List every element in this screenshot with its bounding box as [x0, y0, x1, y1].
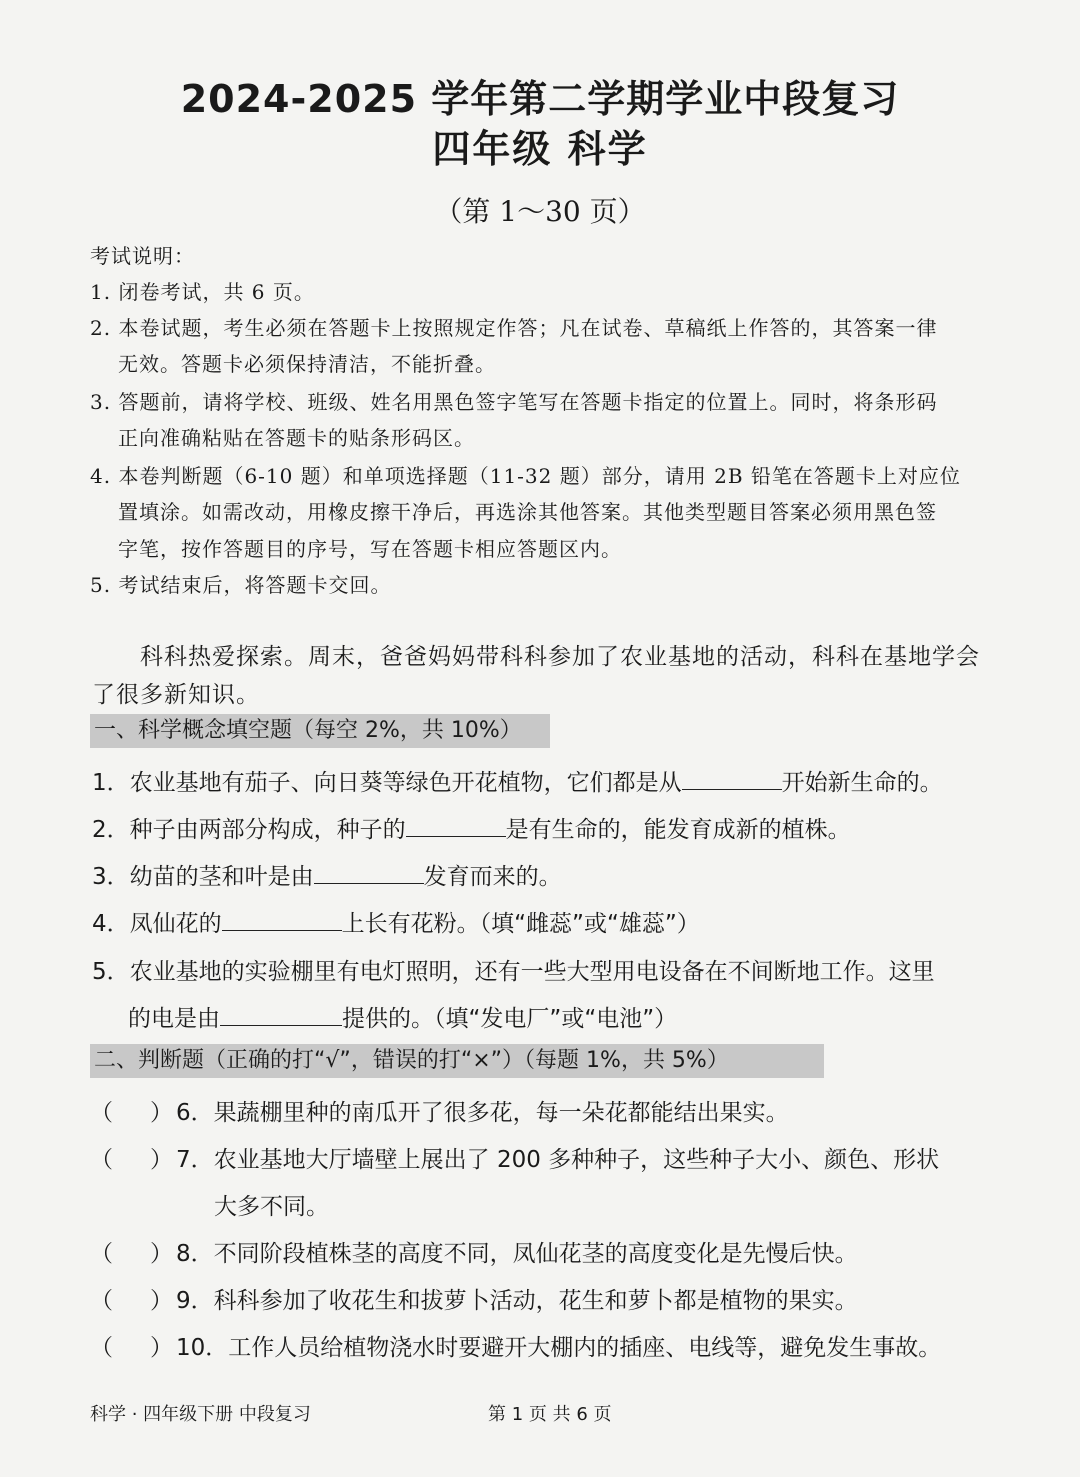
- question-7: 7．农业基地大厅墙壁上展出了 200 多种种子，这些种子大小、颜色、形状: [176, 1147, 940, 1173]
- section-2-header: 二、判断题（正确的打“√”，错误的打“×”）（每题 1%，共 5%）: [90, 1044, 824, 1078]
- question-text: 提供的。（填“发电厂”或“电池”）: [342, 1006, 678, 1032]
- exam-subtitle: 四年级 科学: [432, 127, 648, 171]
- instruction-line: 字笔，按作答题目的序号，写在答题卡相应答题区内。: [118, 537, 622, 561]
- answer-paren-close: ）: [150, 1147, 173, 1173]
- answer-paren-open[interactable]: （: [90, 1147, 113, 1173]
- answer-paren-close: ）: [150, 1335, 173, 1361]
- question-8: 8．不同阶段植株茎的高度不同，凤仙花茎的高度变化是先慢后快。: [176, 1241, 858, 1267]
- answer-blank[interactable]: [682, 767, 782, 790]
- instruction-line: 4. 本卷判断题（6-10 题）和单项选择题（11-32 题）部分，请用 2B 铅笔在答题卡上对应位: [90, 464, 961, 488]
- instruction-line: 2. 本卷试题，考生必须在答题卡上按照规定作答；凡在试卷、草稿纸上作答的，其答案一律: [90, 316, 938, 340]
- question-text: 开始新生命的。: [781, 770, 943, 796]
- answer-paren-close: ）: [150, 1241, 173, 1267]
- footer-subject: 科学 · 四年级下册 中段复习: [90, 1404, 311, 1425]
- question-2: [92, 811, 851, 844]
- section-1-header: 一、科学概念填空题（每空 2%，共 10%）: [90, 714, 550, 748]
- footer-page-number: 第 1 页 共 6 页: [488, 1404, 612, 1425]
- question-text: 1．农业基地有茄子、向日葵等绿色开花植物，它们都是从: [92, 770, 682, 796]
- answer-blank[interactable]: [406, 814, 506, 837]
- answer-paren-close: ）: [150, 1100, 173, 1126]
- instruction-line: 无效。答题卡必须保持清洁，不能折叠。: [118, 352, 496, 376]
- answer-paren-close: ）: [150, 1288, 173, 1314]
- instruction-line: 5. 考试结束后，将答题卡交回。: [90, 573, 392, 597]
- question-5-cont: [128, 1000, 677, 1033]
- question-text: 发育而来的。: [423, 864, 562, 890]
- page-range: （第 1～30 页）: [434, 195, 646, 228]
- question-text: 2．种子由两部分构成，种子的: [92, 817, 406, 843]
- instruction-line: 置填涂。如需改动，用橡皮擦干净后，再选涂其他答案。其他类型题目答案必须用黑色签: [118, 500, 937, 524]
- instructions-heading: 考试说明：: [90, 244, 195, 268]
- answer-paren-open[interactable]: （: [90, 1335, 113, 1361]
- answer-blank[interactable]: [222, 908, 342, 931]
- exam-title: 2024-2025 学年第二学期学业中段复习: [180, 77, 900, 121]
- question-text: 3．幼苗的茎和叶是由: [92, 864, 314, 890]
- answer-blank[interactable]: [220, 1003, 342, 1026]
- question-3: [92, 858, 562, 891]
- intro-text: 科科热爱探索。周末，爸爸妈妈带科科参加了农业基地的活动，科科在基地学会: [140, 644, 980, 670]
- instruction-line: 1. 闭卷考试，共 6 页。: [90, 280, 315, 304]
- question-4: [92, 905, 700, 938]
- answer-blank[interactable]: [314, 861, 424, 884]
- question-5: 5．农业基地的实验棚里有电灯照明，还有一些大型用电设备在不间断地工作。这里: [92, 959, 935, 985]
- question-1: [92, 764, 943, 797]
- instruction-line: 正向准确粘贴在答题卡的贴条形码区。: [118, 426, 475, 450]
- question-text: 上长有花粉。（填“雌蕊”或“雄蕊”）: [341, 911, 700, 937]
- question-7-cont: 大多不同。: [214, 1194, 329, 1220]
- answer-paren-open[interactable]: （: [90, 1288, 113, 1314]
- answer-paren-open[interactable]: （: [90, 1241, 113, 1267]
- question-9: 9．科科参加了收花生和拔萝卜活动，花生和萝卜都是植物的果实。: [176, 1288, 858, 1314]
- question-text: 的电是由: [128, 1006, 220, 1032]
- question-10: 10．工作人员给植物浇水时要避开大棚内的插座、电线等，避免发生事故。: [176, 1335, 942, 1361]
- question-text: 是有生命的，能发育成新的植株。: [505, 817, 851, 843]
- intro-text: 了很多新知识。: [92, 682, 260, 708]
- answer-paren-open[interactable]: （: [90, 1100, 113, 1126]
- question-text: 4．凤仙花的: [92, 911, 222, 937]
- instruction-line: 3. 答题前，请将学校、班级、姓名用黑色签字笔写在答题卡指定的位置上。同时，将条形码: [90, 390, 938, 414]
- question-6: 6．果蔬棚里种的南瓜开了很多花，每一朵花都能结出果实。: [176, 1100, 789, 1126]
